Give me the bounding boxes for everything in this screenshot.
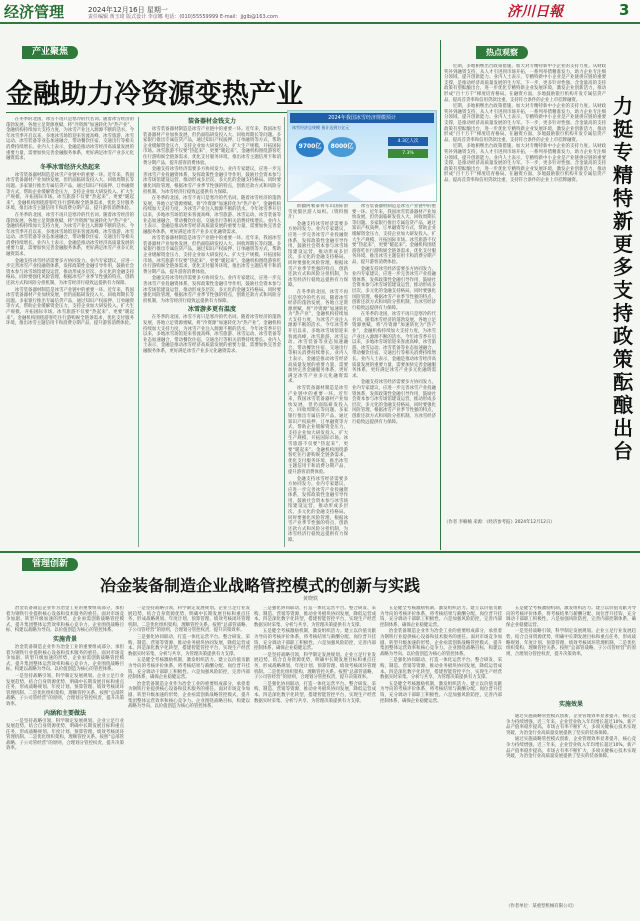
mountain-icon (288, 175, 436, 201)
bottom-column-2: 一是坚持战略引领，科学制定发展规划。企业立足行业发展趋势，结合自身资源优势，明确中长期发展目标和重点任务，形成战略规划、年度计划、预算管理、绩效考核闭环管理机制。二是优化组织架构，理顺管控关系。按照“总部管战略、子公司管经营”的原则，合理划分管控权责，提升决策效率。 三是强化协同联动，打造一体化运营平台。整合研发、采购、制造、营销等资源，推动业务板块协同发展，降低运营成本。四是深化数字化转型，搭建智能管控平台，实现生产经营数据实时采集、分析与共享，为管理决策提供有力支撑。 五是健全考核激励机制，激发组织活力。建立以价值贡献为导向的考核评价体系，将考核结果与薪酬分配、岗位晋升挂钩，充分调动干部职工积极性。六是加强风险防控，完善内部控制体系，确保企业稳健运营。 冶金装备制造企业作为冶金工业的重要组成部分，承担着为钢铁行业提供核心设备和技术服务的重任。面对市场竞争加剧、转型升级加速的形势，企业亟需创新战略管控模式，提升集团整体运营效率和核心竞争力。企业围绕战略目标，构建以战略为导向、以价值创造为核心的管控体系。 (128, 606, 250, 710)
article-column-right: 近期，多地相继出台政策措施，加大对专精特新中小企业的支持力度。从财政奖补到融资支持，从人才引进到市场开拓，一系列举措精准发力，助力企业专注细分领域、提升创新能力。业内人士表示，专精特新中小企业是产业链供应链的重要支撑，是推动经济高质量发展的生力军。下一步，更多针对性强、含金量高的支持政策有望酝酿出台，进一步优化专精特新企业发展环境，激发企业创新活力，推动形成“百十万千”梯度培育格局。在融资方面，多地鼓励银行机构开发专属信贷产品，提高首贷率和信用贷款比重，支持符合条件的企业上市挂牌融资。 近期，多地相继出台政策措施，加大对专精特新中小企业的支持力度。从财政奖补到融资支持，从人才引进到市场开拓，一系列举措精准发力，助力企业专注细分领域、提升创新能力。业内人士表示，专精特新中小企业是产业链供应链的重要支撑，是推动经济高质量发展的生力军。下一步，更多针对性强、含金量高的支持政策有望酝酿出台，进一步优化专精特新企业发展环境，激发企业创新活力，推动形成“百十万千”梯度培育格局。在融资方面，多地鼓励银行机构开发专属信贷产品，提高首贷率和信用贷款比重，支持符合条件的企业上市挂牌融资。 近期，多地相继出台政策措施，加大对专精特新中小企业的支持力度。从财政奖补到融资支持，从人才引进到市场开拓，一系列举措精准发力，助力企业专注细分领域、提升创新能力。业内人士表示，专精特新中小企业是产业链供应链的重要支撑，是推动经济高质量发展的生力军。下一步，更多针对性强、含金量高的支持政策有望酝酿出台，进一步优化专精特新企业发展环境，激发企业创新活力，推动形成“百十万千”梯度培育格局。在融资方面，多地鼓励银行机构开发专属信贷产品，提高首贷率和信用贷款比重，支持符合条件的企业上市挂牌融资。 (444, 64, 606, 183)
page-number: 3 (619, 1, 630, 19)
subhead: 冬季冰雪经济火热起来 (39, 163, 100, 171)
column-rule (138, 117, 139, 547)
article-headline-metallurgy: 冶金装备制造企业战略管控模式的创新与实践 (100, 576, 421, 595)
stat-bubble: 9700亿 (296, 137, 324, 157)
tag-hot-watch: 热点观察 (476, 46, 528, 59)
infographic-ice-snow-economy (287, 110, 437, 202)
infographic-subtitle: 冰雪经济总规模 预计达到万亿元 (292, 125, 350, 130)
bottom-credit: （作者单位：某重型机械有限公司） (506, 904, 577, 909)
subhead: 装备器材金钱支力 (187, 118, 236, 125)
bottom-column-3: 三是强化协同联动，打造一体化运营平台。整合研发、采购、制造、营销等资源，推动业务板块协同发展，降低运营成本。四是深化数字化转型，搭建智能管控平台，实现生产经营数据实时采集、分析与共享，为管理决策提供有力支撑。 五是健全考核激励机制，激发组织活力。建立以价值贡献为导向的考核评价体系，将考核结果与薪酬分配、岗位晋升挂钩，充分调动干部职工积极性。六是加强风险防控，完善内部控制体系，确保企业稳健运营。 一是坚持战略引领，科学制定发展规划。企业立足行业发展趋势，结合自身资源优势，明确中长期发展目标和重点任务，形成战略规划、年度计划、预算管理、绩效考核闭环管理机制。二是优化组织架构，理顺管控关系。按照“总部管战略、子公司管经营”的原则，合理划分管控权责，提升决策效率。 三是强化协同联动，打造一体化运营平台。整合研发、采购、制造、营销等资源，推动业务板块协同发展，降低运营成本。四是深化数字化转型，搭建智能管控平台，实现生产经营数据实时采集、分析与共享，为管理决策提供有力支撑。 (254, 606, 376, 704)
subhead: 实施背景 (52, 635, 77, 643)
newspaper-masthead: 济川日報 (507, 4, 563, 20)
bottom-column-4: 五是健全考核激励机制，激发组织活力。建立以价值贡献为导向的考核评价体系，将考核结果与薪酬分配、岗位晋升挂钩，充分调动干部职工积极性。六是加强风险防控，完善内部控制体系，确保企业稳健运营。 冶金装备制造企业作为冶金工业的重要组成部分，承担着为钢铁行业提供核心设备和技术服务的重任。面对市场竞争加剧、转型升级加速的形势，企业亟需创新战略管控模式，提升集团整体运营效率和核心竞争力。企业围绕战略目标，构建以战略为导向、以价值创造为核心的管控体系。 三是强化协同联动，打造一体化运营平台。整合研发、采购、制造、营销等资源，推动业务板块协同发展，降低运营成本。四是深化数字化转型，搭建智能管控平台，实现生产经营数据实时采集、分析与共享，为管理决策提供有力支撑。 五是健全考核激励机制，激发组织活力。建立以价值贡献为导向的考核评价体系，将考核结果与薪酬分配、岗位晋升挂钩，充分调动干部职工积极性。六是加强风险防控，完善内部控制体系，确保企业稳健运营。 (380, 606, 502, 704)
subhead: 冰雪游多更有温度 (187, 306, 236, 314)
section-divider (0, 551, 640, 553)
snow-scene-illustration (288, 175, 436, 201)
bottom-column-6: 通过实施战略管控模式创新，企业管理效率显著提升，核心竞争力持续增强。近三年来，企业营业收入年均增长超过10%，新产品产值率稳步提高，市场占有率不断扩大，多项关键核心技术实现突破，为冶金行业高质量发展提供了坚实的装备保障。 通过实施战略管控模式创新，企业管理效率显著提升，核心竞争力持续增强。近三年来，企业营业收入年均增长超过10%，新产品产值率稳步提高，市场占有率不断扩大，多项关键核心技术实现突破，为冶金行业高质量发展提供了坚实的装备保障。 (506, 714, 636, 760)
issue-date: 2024年12月16日 星期一 (88, 6, 168, 14)
section-title: 经济管理 (4, 3, 65, 21)
column-rule (284, 117, 285, 547)
stat-bubble: 8000亿 (328, 137, 356, 157)
section-rule (440, 40, 441, 550)
subhead: 内涵和主要做法 (43, 709, 86, 717)
article-headline-ice-snow: 金融助力冷资源变热产业 (6, 79, 303, 110)
tag-management-innovation: 管理创新 (22, 558, 78, 571)
subhead-results: 实施效果 (558, 701, 583, 708)
byline: 黄晓轶 (303, 596, 319, 602)
article-column-4: 冰雪装备器材制造是冰雪产业链中的重要一环。近年来，我国冰雪装备器材产业加快发展，但仍面临研发投入大、回收周期长等问题。多家银行推出专属信贷产品，通过知识产权质押、订单融资等方式，帮助企业缓解资金压力，支持企业加大研发投入、扩大生产规模、开拓国际市场。冰雪旅游不仅要“热起来”，更要“暖起来”。金融机构围绕游客吃住行游购娱全链条需求，优化支付服务环境，推出冰雪主题信用卡和消费分期产品，提升游客消费体验。 金融支持冰雪经济需要多方协同发力。业内专家建议，应进一步完善冰雪产业投融资体系，发挥政策性金融引导作用，鼓励社会资本参与冰雪场馆建设运营，推动形成多层次、多元化的金融支持格局。同时要强化风险管理，根据冰雪产业季节性强的特点，创新还款方式和风险分担机制，为冰雪经济行稳致远提供有力保障。 在冬季的北国，冰雪不再只是寒冷的代名词。随着冰雪经济的蓬勃发展，各地立足资源禀赋，将“冷资源”加速转化为“热产业”，金融机构持续加大支持力度，为冰雪产业注入源源不断的活水。今年冰雪季开启以来，多地冰雪场馆迎来客流高峰，冰雪旅游、冰雪运动、冰雪装备等业态加速融合，带动餐饮住宿、交通出行等相关消费持续增长。业内人士表示，金融是推动冰雪经济高质量发展的重要力量，需要加快完善金融服务体系，更好满足冰雪产业多元化融资需求。 金融支持冰雪经济需要多方协同发力。业内专家建议，应进一步完善冰雪产业投融资体系，发挥政策性金融引导作用，鼓励社会资本参与冰雪场馆建设运营，推动形成多层次、多元化的金融支持格局。同时要强化风险管理，根据冰雪产业季节性强的特点，创新还款方式和风险分担机制，为冰雪经济行稳致远提供有力保障。 (352, 204, 436, 425)
infographic-title: 2024年我国冰雪经济规模预计 (290, 113, 434, 123)
vertical-headline: 力挺专精特新 更多支持政策酝酿出台 (613, 94, 633, 463)
tag-industry-focus: 产业聚焦 (22, 46, 78, 59)
stat-bar: 7.3% (388, 149, 428, 158)
editor-info: 责任编辑 黄玉琦 版式设计 李彦娜 电话：(010)55559999 E-mail：jjglb@163.com (88, 14, 278, 20)
subhead-wrapper (506, 700, 636, 714)
stat-bar: 4.3亿人次 (388, 137, 428, 146)
article-column-3: 新疆阿勒泰将军山国际滑雪度假区游人如织。（资料图片） 金融支持冰雪经济需要多方协同发力。业内专家建议，应进一步完善冰雪产业投融资体系，发挥政策性金融引导作用，鼓励社会资本参与冰雪场馆建设运营，推动形成多层次、多元化的金融支持格局。同时要强化风险管理，根据冰雪产业季节性强的特点，创新还款方式和风险分担机制，为冰雪经济行稳致远提供有力保障。 在冬季的北国，冰雪不再只是寒冷的代名词。随着冰雪经济的蓬勃发展，各地立足资源禀赋，将“冷资源”加速转化为“热产业”，金融机构持续加大支持力度，为冰雪产业注入源源不断的活水。今年冰雪季开启以来，多地冰雪场馆迎来客流高峰，冰雪旅游、冰雪运动、冰雪装备等业态加速融合，带动餐饮住宿、交通出行等相关消费持续增长。业内人士表示，金融是推动冰雪经济高质量发展的重要力量，需要加快完善金融服务体系，更好满足冰雪产业多元化融资需求。 冰雪装备器材制造是冰雪产业链中的重要一环。近年来，我国冰雪装备器材产业加快发展，但仍面临研发投入大、回收周期长等问题。多家银行推出专属信贷产品，通过知识产权质押、订单融资等方式，帮助企业缓解资金压力，支持企业加大研发投入、扩大生产规模、开拓国际市场。冰雪旅游不仅要“热起来”，更要“暖起来”。金融机构围绕游客吃住行游购娱全链条需求，优化支付服务环境，推出冰雪主题信用卡和消费分期产品，提升游客消费体验。 金融支持冰雪经济需要多方协同发力。业内专家建议，应进一步完善冰雪产业投融资体系，发挥政策性金融引导作用，鼓励社会资本参与冰雪场馆建设运营，推动形成多层次、多元化的金融支持格局。同时要强化风险管理，根据冰雪产业季节性强的特点，创新还款方式和风险分担机制，为冰雪经济行稳致远提供有力保障。 (288, 204, 348, 544)
article-credit: （作者 李楠楠 来源：《经济参考报》2024年12月12日） (444, 520, 555, 525)
bottom-column-5: 五是健全考核激励机制，激发组织活力。建立以价值贡献为导向的考核评价体系，将考核结果与薪酬分配、岗位晋升挂钩，充分调动干部职工积极性。六是加强风险防控，完善内部控制体系，确保企业稳健运营。 一是坚持战略引领，科学制定发展规划。企业立足行业发展趋势，结合自身资源优势，明确中长期发展目标和重点任务，形成战略规划、年度计划、预算管理、绩效考核闭环管理机制。二是优化组织架构，理顺管控关系。按照“总部管战略、子公司管经营”的原则，合理划分管控权责，提升决策效率。 (506, 606, 636, 657)
bottom-column-1: 冶金装备制造企业作为冶金工业的重要组成部分，承担着为钢铁行业提供核心设备和技术服务的重任。面对市场竞争加剧、转型升级加速的形势，企业亟需创新战略管控模式，提升集团整体运营效率和核心竞争力。企业围绕战略目标，构建以战略为导向、以价值创造为核心的管控体系。 实施背景 冶金装备制造企业作为冶金工业的重要组成部分，承担着为钢铁行业提供核心设备和技术服务的重任。面对市场竞争加剧、转型升级加速的形势，企业亟需创新战略管控模式，提升集团整体运营效率和核心竞争力。企业围绕战略目标，构建以战略为导向、以价值创造为核心的管控体系。 一是坚持战略引领，科学制定发展规划。企业立足行业发展趋势，结合自身资源优势，明确中长期发展目标和重点任务，形成战略规划、年度计划、预算管理、绩效考核闭环管理机制。二是优化组织架构，理顺管控关系。按照“总部管战略、子公司管经营”的原则，合理划分管控权责，提升决策效率。 内涵和主要做法 一是坚持战略引领，科学制定发展规划。企业立足行业发展趋势，结合自身资源优势，明确中长期发展目标和重点任务，形成战略规划、年度计划、预算管理、绩效考核闭环管理机制。二是优化组织架构，理顺管控关系。按照“总部管战略、子公司管经营”的原则，合理划分管控权责，提升决策效率。 (6, 606, 124, 752)
article-column-2: 装备器材金钱支力 冰雪装备器材制造是冰雪产业链中的重要一环。近年来，我国冰雪装备器材产业加快发展，但仍面临研发投入大、回收周期长等问题。多家银行推出专属信贷产品，通过知识产权质押、订单融资等方式，帮助企业缓解资金压力，支持企业加大研发投入、扩大生产规模、开拓国际市场。冰雪旅游不仅要“热起来”，更要“暖起来”。金融机构围绕游客吃住行游购娱全链条需求，优化支付服务环境，推出冰雪主题信用卡和消费分期产品，提升游客消费体验。 金融支持冰雪经济需要多方协同发力。业内专家建议，应进一步完善冰雪产业投融资体系，发挥政策性金融引导作用，鼓励社会资本参与冰雪场馆建设运营，推动形成多层次、多元化的金融支持格局。同时要强化风险管理，根据冰雪产业季节性强的特点，创新还款方式和风险分担机制，为冰雪经济行稳致远提供有力保障。 在冬季的北国，冰雪不再只是寒冷的代名词。随着冰雪经济的蓬勃发展，各地立足资源禀赋，将“冷资源”加速转化为“热产业”，金融机构持续加大支持力度，为冰雪产业注入源源不断的活水。今年冰雪季开启以来，多地冰雪场馆迎来客流高峰，冰雪旅游、冰雪运动、冰雪装备等业态加速融合，带动餐饮住宿、交通出行等相关消费持续增长。业内人士表示，金融是推动冰雪经济高质量发展的重要力量，需要加快完善金融服务体系，更好满足冰雪产业多元化融资需求。 冰雪装备器材制造是冰雪产业链中的重要一环。近年来，我国冰雪装备器材产业加快发展，但仍面临研发投入大、回收周期长等问题。多家银行推出专属信贷产品，通过知识产权质押、订单融资等方式，帮助企业缓解资金压力，支持企业加大研发投入、扩大生产规模、开拓国际市场。冰雪旅游不仅要“热起来”，更要“暖起来”。金融机构围绕游客吃住行游购娱全链条需求，优化支付服务环境，推出冰雪主题信用卡和消费分期产品，提升游客消费体验。 金融支持冰雪经济需要多方协同发力。业内专家建议，应进一步完善冰雪产业投融资体系，发挥政策性金融引导作用，鼓励社会资本参与冰雪场馆建设运营，推动形成多层次、多元化的金融支持格局。同时要强化风险管理，根据冰雪产业季节性强的特点，创新还款方式和风险分担机制，为冰雪经济行稳致远提供有力保障。 冰雪游多更有温度 在冬季的北国，冰雪不再只是寒冷的代名词。随着冰雪经济的蓬勃发展，各地立足资源禀赋，将“冷资源”加速转化为“热产业”，金融机构持续加大支持力度，为冰雪产业注入源源不断的活水。今年冰雪季开启以来，多地冰雪场馆迎来客流高峰，冰雪旅游、冰雪运动、冰雪装备等业态加速融合，带动餐饮住宿、交通出行等相关消费持续增长。业内人士表示，金融是推动冰雪经济高质量发展的重要力量，需要加快完善金融服务体系，更好满足冰雪产业多元化融资需求。 (143, 118, 281, 354)
article-column-1: 在冬季的北国，冰雪不再只是寒冷的代名词。随着冰雪经济的蓬勃发展，各地立足资源禀赋，将“冷资源”加速转化为“热产业”，金融机构持续加大支持力度，为冰雪产业注入源源不断的活水。今年冰雪季开启以来，多地冰雪场馆迎来客流高峰，冰雪旅游、冰雪运动、冰雪装备等业态加速融合，带动餐饮住宿、交通出行等相关消费持续增长。业内人士表示，金融是推动冰雪经济高质量发展的重要力量，需要加快完善金融服务体系，更好满足冰雪产业多元化融资需求。 冬季冰雪经济火热起来 冰雪装备器材制造是冰雪产业链中的重要一环。近年来，我国冰雪装备器材产业加快发展，但仍面临研发投入大、回收周期长等问题。多家银行推出专属信贷产品，通过知识产权质押、订单融资等方式，帮助企业缓解资金压力，支持企业加大研发投入、扩大生产规模、开拓国际市场。冰雪旅游不仅要“热起来”，更要“暖起来”。金融机构围绕游客吃住行游购娱全链条需求，优化支付服务环境，推出冰雪主题信用卡和消费分期产品，提升游客消费体验。 在冬季的北国，冰雪不再只是寒冷的代名词。随着冰雪经济的蓬勃发展，各地立足资源禀赋，将“冷资源”加速转化为“热产业”，金融机构持续加大支持力度，为冰雪产业注入源源不断的活水。今年冰雪季开启以来，多地冰雪场馆迎来客流高峰，冰雪旅游、冰雪运动、冰雪装备等业态加速融合，带动餐饮住宿、交通出行等相关消费持续增长。业内人士表示，金融是推动冰雪经济高质量发展的重要力量，需要加快完善金融服务体系，更好满足冰雪产业多元化融资需求。 金融支持冰雪经济需要多方协同发力。业内专家建议，应进一步完善冰雪产业投融资体系，发挥政策性金融引导作用，鼓励社会资本参与冰雪场馆建设运营，推动形成多层次、多元化的金融支持格局。同时要强化风险管理，根据冰雪产业季节性强的特点，创新还款方式和风险分担机制，为冰雪经济行稳致远提供有力保障。 冰雪装备器材制造是冰雪产业链中的重要一环。近年来，我国冰雪装备器材产业加快发展，但仍面临研发投入大、回收周期长等问题。多家银行推出专属信贷产品，通过知识产权质押、订单融资等方式，帮助企业缓解资金压力，支持企业加大研发投入、扩大生产规模、开拓国际市场。冰雪旅游不仅要“热起来”，更要“暖起来”。金融机构围绕游客吃住行游购娱全链条需求，优化支付服务环境，推出冰雪主题信用卡和消费分期产品，提升游客消费体验。 (6, 117, 134, 327)
